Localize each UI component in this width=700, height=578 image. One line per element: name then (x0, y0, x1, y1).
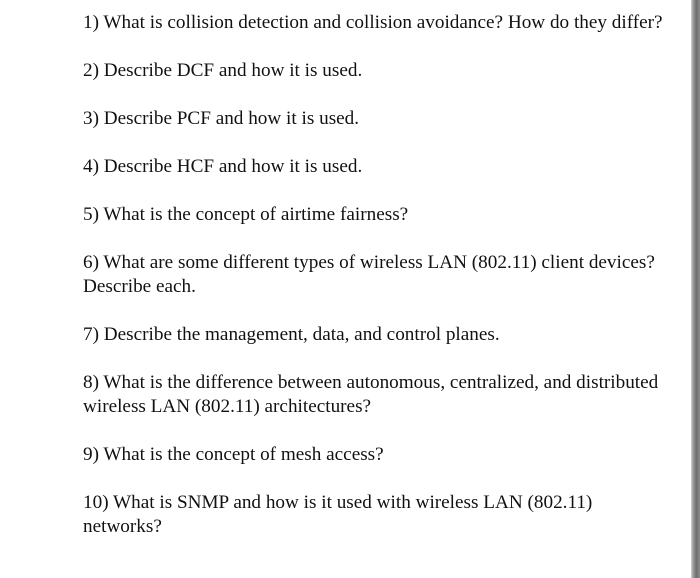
question-10: 10) What is SNMP and how is it used with wireless LAN (802.11) networks? (83, 492, 593, 537)
page-edge-shadow (691, 0, 700, 578)
question-9: 9) What is the concept of mesh access? (83, 444, 384, 465)
question-6: 6) What are some different types of wireless LAN (802.11) client devices? Describe each. (83, 252, 655, 297)
question-4: 4) Describe HCF and how it is used. (83, 156, 363, 177)
question-2: 2) Describe DCF and how it is used. (83, 60, 363, 81)
question-8: 8) What is the difference between autonomous, centralized, and distributed wireless LAN (802.11) architectures? (83, 372, 659, 417)
question-3: 3) Describe PCF and how it is used. (83, 108, 360, 129)
question-list (83, 11, 673, 539)
question-7: 7) Describe the management, data, and control planes. (83, 324, 500, 345)
question-1: 1) What is collision detection and collision avoidance? How do they differ? (83, 12, 663, 33)
question-5: 5) What is the concept of airtime fairness? (83, 204, 409, 225)
